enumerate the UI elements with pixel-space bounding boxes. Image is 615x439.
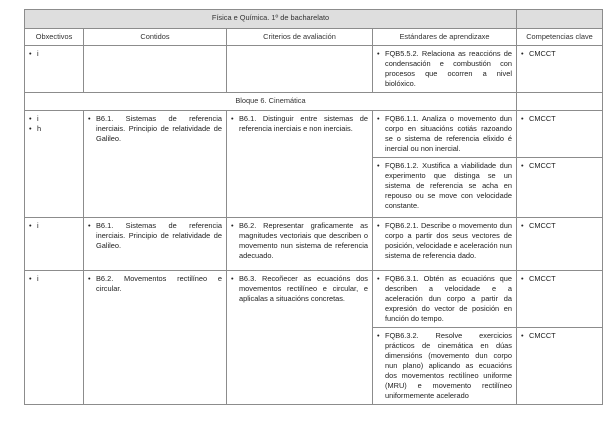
table-row <box>25 46 603 93</box>
objectives-cell <box>25 271 84 405</box>
header-competences: Competencias clave <box>517 29 603 46</box>
contents-cell <box>84 271 227 405</box>
objective-item: • i <box>29 221 79 231</box>
standard-cell <box>373 111 517 158</box>
competence-item: • CMCCT <box>521 221 598 231</box>
objective-item: • i <box>29 49 79 59</box>
criteria-cell <box>227 46 373 93</box>
header-row <box>25 29 603 46</box>
competence-item: • CMCCT <box>521 161 598 171</box>
content-item: • B6.1. Sistemas de referencia inerciais. Principio de relatividade de Galileo. <box>88 114 222 144</box>
competence-cell <box>517 158 603 218</box>
competence-cell <box>517 218 603 271</box>
objective-item: • i <box>29 114 79 124</box>
objective-item: • i <box>29 274 79 284</box>
block-empty-cell <box>517 93 603 111</box>
criterion-item: • B6.1. Distinguir entre sistemas de referencia inerciais e non inerciais. <box>231 114 368 134</box>
standard-cell <box>373 328 517 405</box>
criterion-item: • B6.3. Recoñecer as ecuacións dos movementos rectilíneo e circular, e aplicalas a situacións concretas. <box>231 274 368 304</box>
standard-cell <box>373 158 517 218</box>
header-criteria: Criterios de avaliación <box>227 29 373 46</box>
block-title-row <box>25 93 603 111</box>
competence-item: • CMCCT <box>521 331 598 341</box>
band-empty-cell <box>517 10 603 29</box>
table-row <box>25 111 603 158</box>
standard-cell <box>373 46 517 93</box>
block-title: Bloque 6. Cinemática <box>25 93 517 111</box>
criterion-item: • B6.2. Representar graficamente as magnitudes vectoriais que describen o movemento nun sistema de referencia adecuado. <box>231 221 368 261</box>
standard-item: • FQB6.1.1. Analiza o movemento dun corpo en situacións cotiás razoando se o sistema de referencia elixido é inercial ou non inercial. <box>377 114 512 154</box>
competence-item: • CMCCT <box>521 114 598 124</box>
contents-cell <box>84 218 227 271</box>
criteria-cell <box>227 271 373 405</box>
content-item: • B6.1. Sistemas de referencia inerciais. Principio de relatividade de Galileo. <box>88 221 222 251</box>
curriculum-table <box>24 9 603 405</box>
contents-cell <box>84 46 227 93</box>
table-band-row <box>25 10 603 29</box>
competence-cell <box>517 46 603 93</box>
competence-cell <box>517 328 603 405</box>
competence-cell <box>517 271 603 328</box>
band-title: Física e Química. 1º de bacharelato <box>25 10 517 29</box>
header-standards: Estándares de aprendizaxe <box>373 29 517 46</box>
objectives-cell <box>25 111 84 218</box>
competence-item: • CMCCT <box>521 274 598 284</box>
standard-cell <box>373 271 517 328</box>
competence-item: • CMCCT <box>521 49 598 59</box>
standard-item: • FQB6.2.1. Describe o movemento dun corpo a partir dos seus vectores de posición, velocidade e aceleración nun sistema de referencia dado. <box>377 221 512 261</box>
competence-cell <box>517 111 603 158</box>
table-row <box>25 218 603 271</box>
criteria-cell <box>227 218 373 271</box>
objectives-cell <box>25 46 84 93</box>
content-item: • B6.2. Movementos rectilíneo e circular. <box>88 274 222 294</box>
header-objectives: Obxectivos <box>25 29 84 46</box>
header-contents: Contidos <box>84 29 227 46</box>
objectives-cell <box>25 218 84 271</box>
standard-item: • FQB6.3.1. Obtén as ecuacións que describen a velocidade e a aceleración dun corpo a partir da expresión do vector de posición en función do tempo. <box>377 274 512 324</box>
criteria-cell <box>227 111 373 218</box>
standard-item: • FQB6.1.2. Xustifica a viabilidade dun experimento que distinga se un sistema de referencia se acha en repouso ou se move con velocidade constante. <box>377 161 512 211</box>
table-row <box>25 271 603 328</box>
standard-cell <box>373 218 517 271</box>
standard-item: • FQB5.5.2. Relaciona as reaccións de condensación e combustión con procesos que ocorren a nivel biolóxico. <box>377 49 512 89</box>
standard-item: • FQB6.3.2. Resolve exercicios prácticos de cinemática en dúas dimensións (movemento dun corpo nun plano) aplicando as ecuacións dos movementos rectilíneo uniforme (MRU) e movemento rectilíneo uniformemente acelerado <box>377 331 512 401</box>
contents-cell <box>84 111 227 218</box>
objective-item: • h <box>29 124 79 134</box>
